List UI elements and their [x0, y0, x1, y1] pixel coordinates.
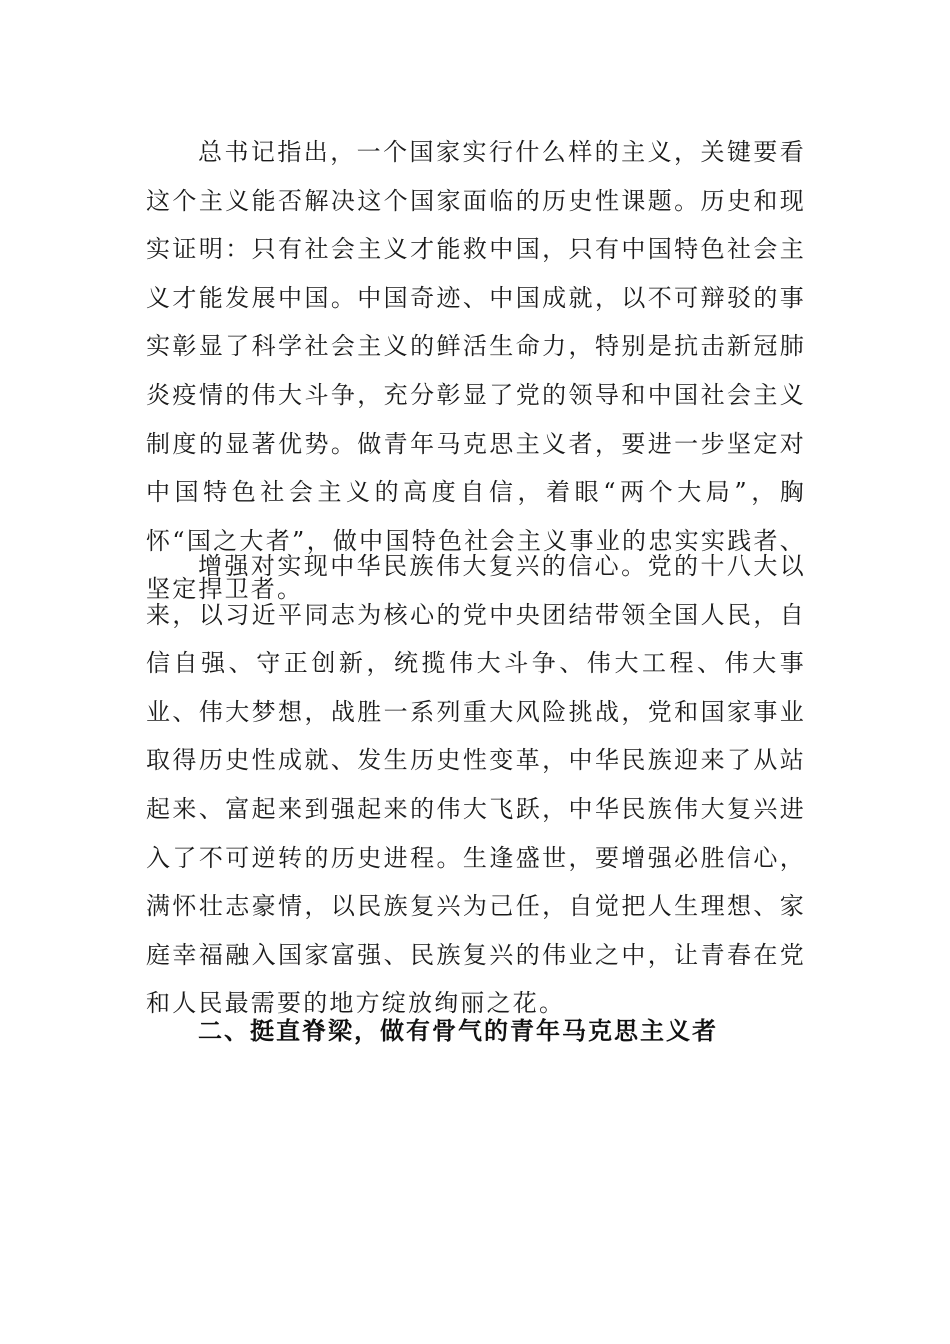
body-paragraph-rejuvenation: 增强对实现中华民族伟大复兴的信心。党的十八大以来，以习近平同志为核心的党中央团结带领全国人民，自信自强、守正创新，统揽伟大斗争、伟大工程、伟大事业、伟大梦想，战胜一系列重大风险挑战，党和国家事业取得历史性成就、发生历史性变革，中华民族迎来了从站起来、富起来到强起来的伟大飞跃，中华民族伟大复兴进入了不可逆转的历史进程。生逢盛世，要增强必胜信心，满怀壮志豪情，以民族复兴为己任，自觉把人生理想、家庭幸福融入国家富强、民族复兴的伟业之中，让青春在党和人民最需要的地方绽放绚丽之花。 — [146, 552, 806, 1018]
section-heading: 二、挺直脊梁，做有骨气的青年马克思主义者 — [198, 1016, 718, 1045]
body-paragraph-socialism: 总书记指出，一个国家实行什么样的主义，关键要看这个主义能否解决这个国家面临的历史性课题。历史和现实证明：只有社会主义才能救中国，只有中国特色社会主义才能发展中国。中国奇迹、中国成就，以不可辩驳的事实彰显了科学社会主义的鲜活生命力，特别是抗击新冠肺炎疫情的伟大斗争，充分彰显了党的领导和中国社会主义制度的显著优势。做青年马克思主义者，要进一步坚定对中国特色社会主义的高度自信，着眼“两个大局”，胸怀“国之大者”，做中国特色社会主义事业的忠实实践者、坚定捍卫者。 — [146, 138, 806, 604]
